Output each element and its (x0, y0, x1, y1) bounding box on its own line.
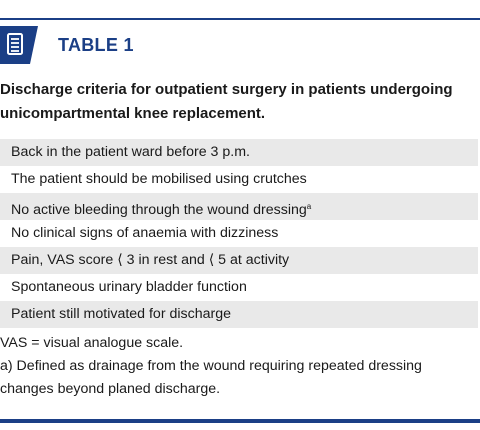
note-line: changes beyond planed discharge. (0, 381, 221, 397)
criteria-table (0, 139, 478, 328)
document-list-icon (0, 26, 38, 64)
table-row: Back in the patient ward before 3 p.m. (0, 139, 478, 166)
note-line: a) Defined as drainage from the wound requiring repeated dressing (0, 358, 422, 374)
table-row: Pain, VAS score ⟨ 3 in rest and ⟨ 5 at activity (0, 247, 478, 274)
table-row (0, 193, 478, 220)
table-notes (0, 332, 478, 401)
footnote-mark: a (306, 202, 312, 211)
top-rule (0, 18, 480, 20)
table-caption: Discharge criteria for outpatient surgery in patients undergoing unicompartmental knee replacement. (0, 81, 453, 122)
table-row: The patient should be mobilised using crutches (11, 171, 307, 187)
table-header (0, 26, 480, 64)
table-row: No clinical signs of anaemia with dizziness (11, 225, 279, 241)
table-label: TABLE 1 (58, 35, 134, 55)
row-text: No active bleeding through the wound dressing (11, 202, 307, 218)
note-line: VAS = visual analogue scale. (0, 335, 184, 351)
table-row: Spontaneous urinary bladder function (11, 279, 247, 295)
table-row: Patient still motivated for discharge (0, 301, 478, 328)
bottom-rule (0, 419, 480, 423)
